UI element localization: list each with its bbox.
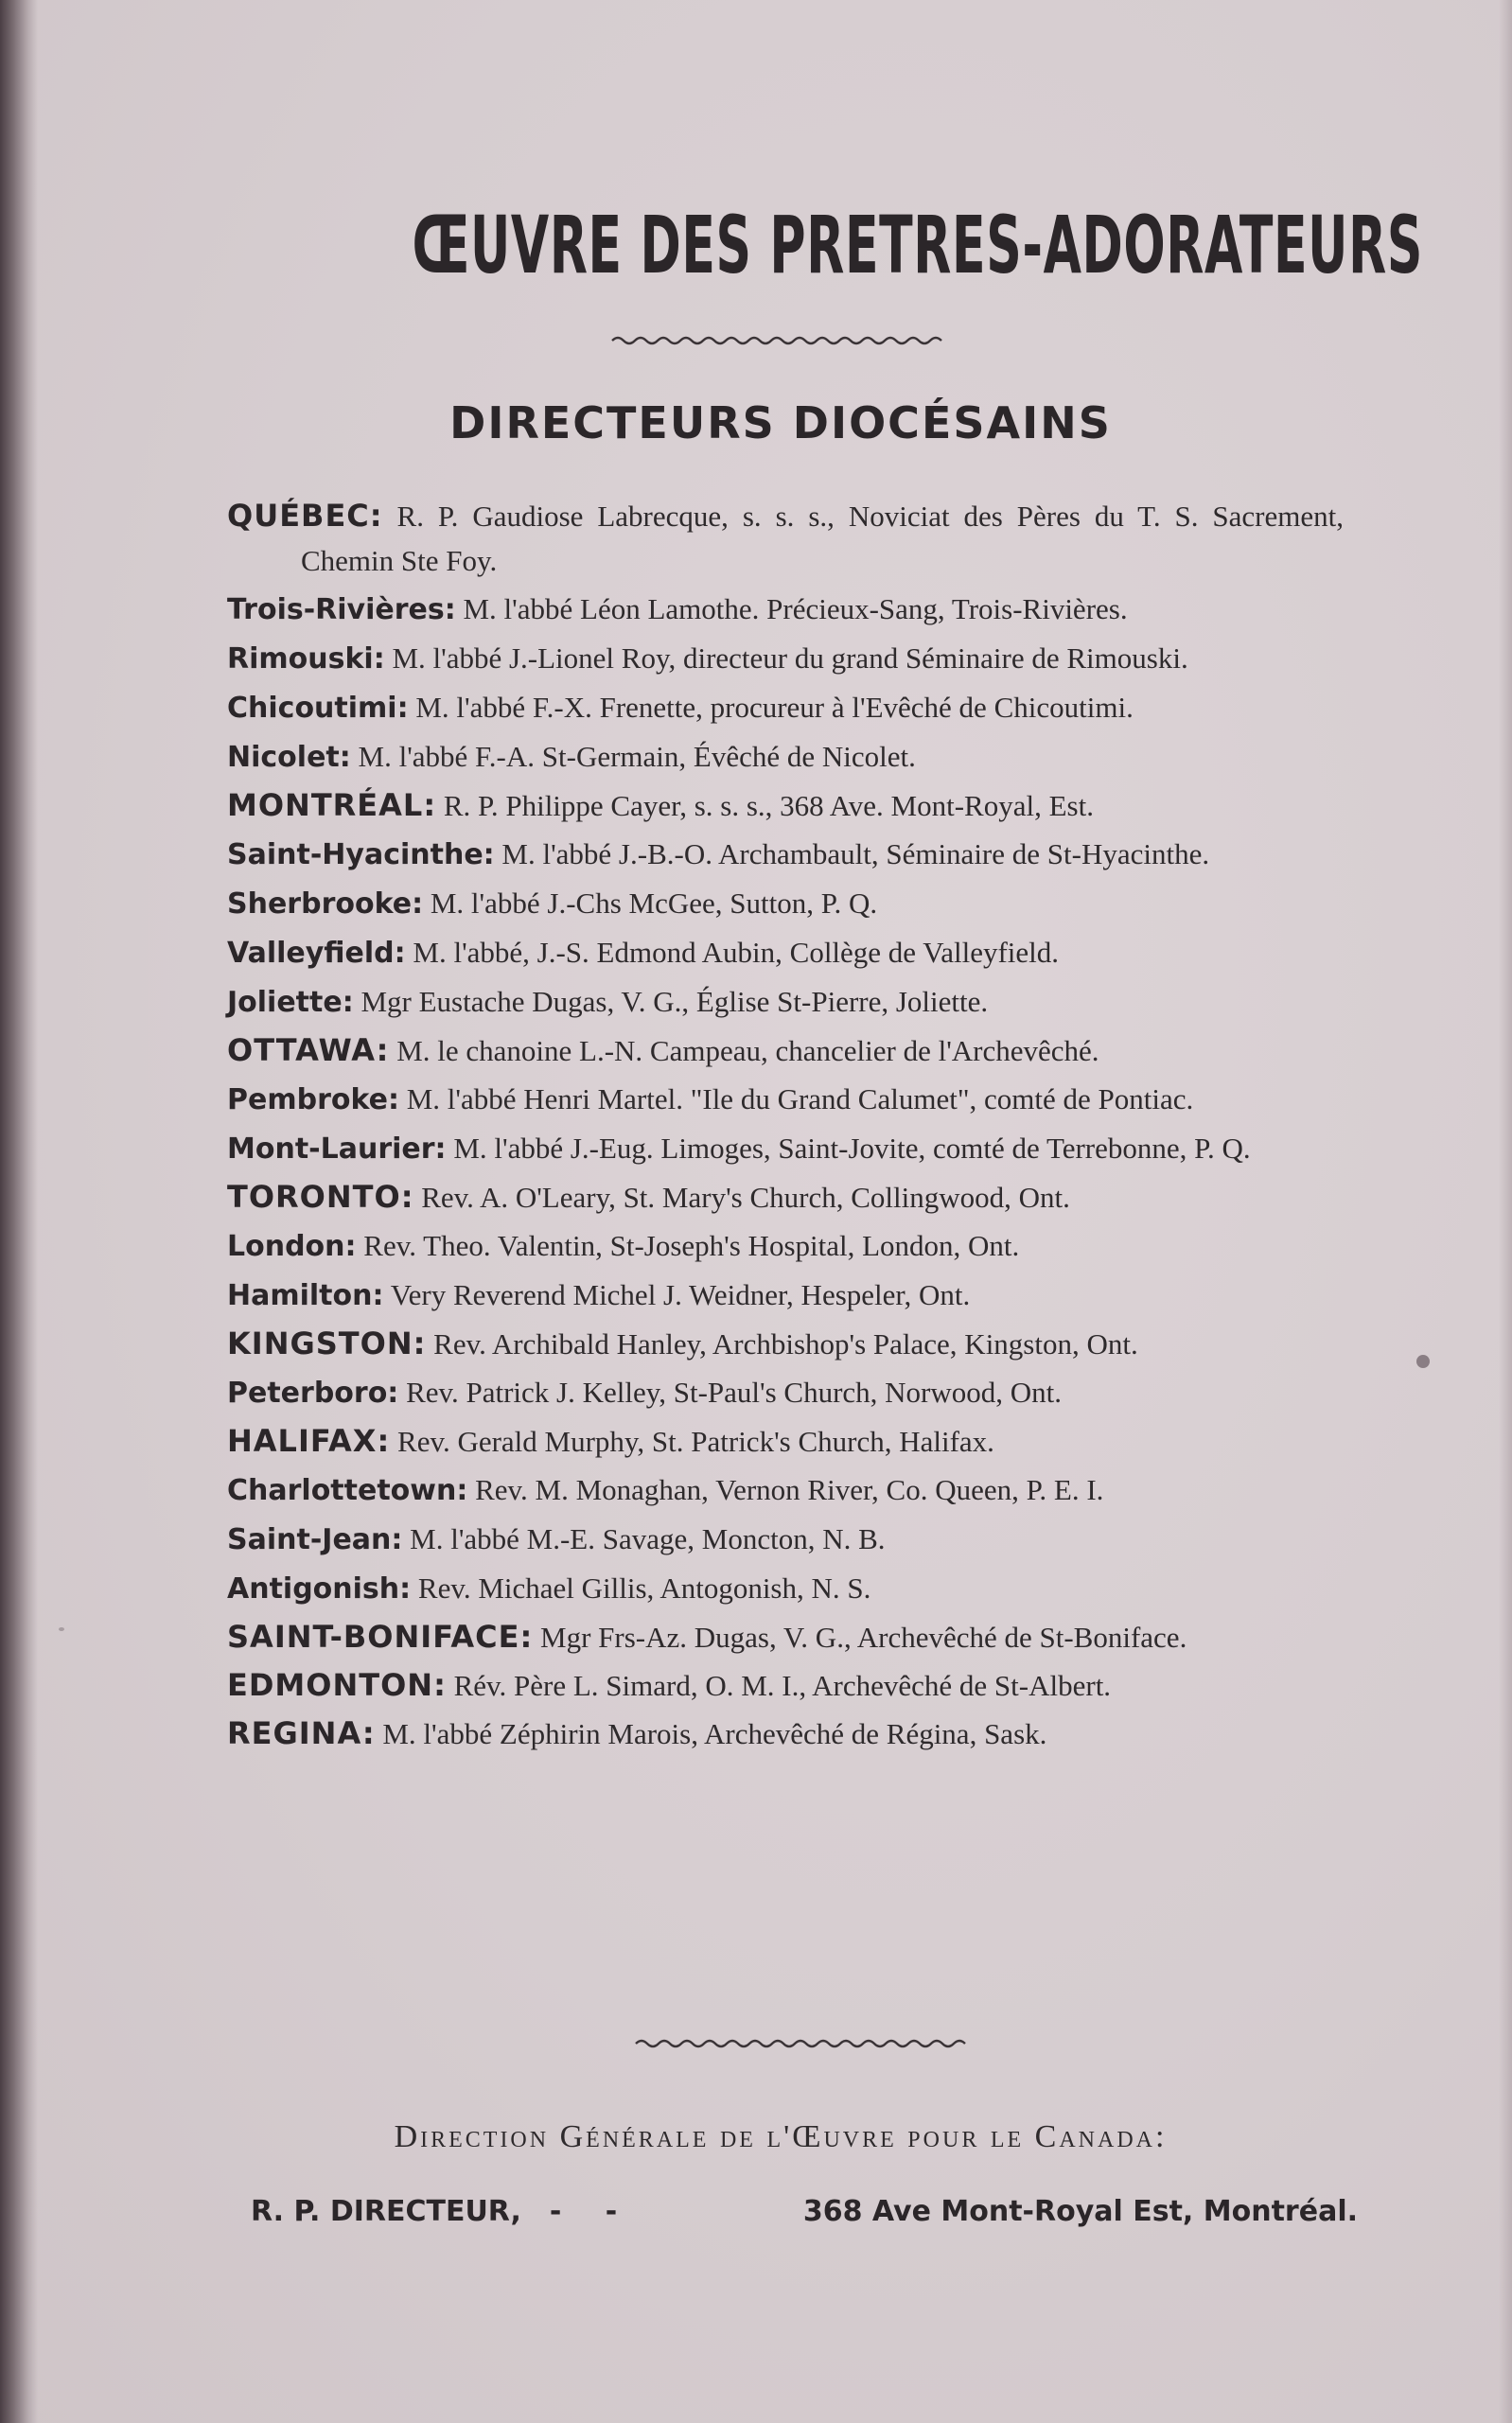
director-details: R. P. Philippe Cayer, s. s. s., 368 Ave. Mont-Royal, Est.	[443, 789, 1094, 822]
diocese-entry	[227, 734, 1344, 780]
book-spine-shadow	[0, 0, 38, 2423]
general-direction-heading: Direction Générale de l'Œuvre pour le Canada:	[394, 2119, 1168, 2154]
page-title: ŒUVRE DES PRETRES-ADORATEURS	[412, 199, 1423, 291]
diocese-entry	[227, 1615, 1344, 1659]
diocese-name: SAINT-BONIFACE:	[227, 1619, 534, 1655]
diocese-name: Charlottetown:	[227, 1474, 468, 1507]
paper-speck	[1416, 1355, 1430, 1368]
director-details: M. l'abbé, J.-S. Edmond Aubin, Collège de Valleyfield.	[413, 936, 1060, 969]
diocese-name: London:	[227, 1230, 357, 1263]
director-details: R. P. Gaudiose Labrecque, s. s. s., Noviciat des Pères du T. S. Sacrement, Chemin Ste Foy.	[301, 500, 1344, 577]
diocese-entry	[227, 1175, 1344, 1220]
bottom-ornament-divider	[634, 2034, 975, 2053]
diocese-name: Saint-Hyacinthe:	[227, 838, 495, 871]
directors-list	[227, 494, 1344, 1760]
diocese-name: REGINA:	[227, 1715, 376, 1751]
director-details: Very Reverend Michel J. Weidner, Hespeler, Ont.	[390, 1278, 971, 1311]
director-details: M. l'abbé M.-E. Savage, Moncton, N. B.	[410, 1522, 886, 1555]
diocese-name: OTTAWA:	[227, 1032, 390, 1068]
diocese-entry	[227, 1223, 1344, 1269]
director-details: M. l'abbé Zéphirin Marois, Archevêché de Régina, Sask.	[382, 1717, 1047, 1750]
diocese-name: Valleyfield:	[227, 937, 406, 970]
diocese-entry	[227, 587, 1344, 632]
diocese-name: EDMONTON:	[227, 1667, 447, 1703]
diocese-entry	[227, 1273, 1344, 1318]
director-details: Mgr Frs-Az. Dugas, V. G., Archevêché de St-Boniface.	[540, 1621, 1187, 1654]
director-details: Rev. Archibald Hanley, Archbishop's Palace, Kingston, Ont.	[433, 1327, 1138, 1361]
director-details: Rev. Theo. Valentin, St-Joseph's Hospital, London, Ont.	[363, 1229, 1020, 1262]
diocese-name: HALIFAX:	[227, 1423, 391, 1459]
diocese-entry	[227, 1077, 1344, 1122]
director-details: Rev. Michael Gillis, Antogonish, N. S.	[417, 1571, 871, 1605]
director-details: M. le chanoine L.-N. Campeau, chancelier de l'Archevêché.	[396, 1034, 1099, 1067]
director-details: M. l'abbé J.-Lionel Roy, directeur du grand Séminaire de Rimouski.	[392, 641, 1188, 675]
diocese-name: QUÉBEC:	[227, 498, 383, 534]
diocese-entry	[227, 979, 1344, 1025]
director-address: 368 Ave Mont-Royal Est, Montréal.	[802, 2195, 1358, 2228]
director-title: R. P. DIRECTEUR,	[251, 2195, 521, 2228]
diocese-name: Rimouski:	[227, 642, 385, 676]
director-details: Rev. M. Monaghan, Vernon River, Co. Queen, P. E. I.	[475, 1473, 1104, 1506]
paper-speck	[59, 1627, 64, 1631]
diocese-entry	[227, 1517, 1344, 1562]
diocese-entry	[227, 1467, 1344, 1513]
diocese-name: Antigonish:	[227, 1572, 412, 1606]
director-details: M. l'abbé Léon Lamothe. Précieux-Sang, Trois-Rivières.	[463, 592, 1128, 625]
diocese-entry	[227, 1712, 1344, 1756]
section-subtitle: DIRECTEURS DIOCÉSAINS	[449, 397, 1112, 448]
director-details: Rev. Gerald Murphy, St. Patrick's Church, Halifax.	[397, 1425, 994, 1458]
general-director-line	[251, 2195, 1358, 2228]
diocese-entry	[227, 636, 1344, 681]
diocese-name: Peterboro:	[227, 1377, 399, 1410]
diocese-entry	[227, 1322, 1344, 1366]
director-details: Rev. A. O'Leary, St. Mary's Church, Collingwood, Ont.	[421, 1181, 1070, 1214]
director-details: M. l'abbé Henri Martel. "Ile du Grand Calumet", comté de Pontiac.	[406, 1082, 1194, 1115]
diocese-name: Nicolet:	[227, 741, 351, 774]
diocese-name: Mont-Laurier:	[227, 1132, 447, 1166]
diocese-name: Saint-Jean:	[227, 1523, 403, 1556]
diocese-name: KINGSTON:	[227, 1326, 427, 1361]
diocese-name: Trois-Rivières:	[227, 593, 456, 626]
diocese-entry	[227, 1663, 1344, 1708]
director-details: M. l'abbé F.-X. Frenette, procureur à l'Evêché de Chicoutimi.	[415, 691, 1134, 724]
director-details: Rév. Père L. Simard, O. M. I., Archevêché de St-Albert.	[453, 1669, 1112, 1702]
director-details: M. l'abbé J.-Eug. Limoges, Saint-Jovite, comté de Terrebonne, P. Q.	[453, 1132, 1251, 1165]
diocese-name: TORONTO:	[227, 1179, 414, 1215]
director-details: Rev. Patrick J. Kelley, St-Paul's Church, Norwood, Ont.	[406, 1376, 1063, 1409]
diocese-name: MONTRÉAL:	[227, 787, 437, 823]
top-ornament-divider	[610, 331, 951, 350]
diocese-entry	[227, 1126, 1344, 1171]
diocese-entry	[227, 685, 1344, 730]
diocese-entry	[227, 494, 1344, 583]
director-dashes: - -	[549, 2195, 635, 2228]
diocese-name: Pembroke:	[227, 1083, 399, 1116]
diocese-entry	[227, 832, 1344, 877]
diocese-name: Hamilton:	[227, 1279, 384, 1312]
director-details: M. l'abbé F.-A. St-Germain, Évêché de Nicolet.	[358, 740, 916, 773]
diocese-entry	[227, 881, 1344, 926]
diocese-name: Chicoutimi:	[227, 692, 409, 725]
director-details: Mgr Eustache Dugas, V. G., Église St-Pierre, Joliette.	[360, 985, 989, 1018]
diocese-entry	[227, 930, 1344, 975]
diocese-entry	[227, 1566, 1344, 1611]
director-details: M. l'abbé J.-Chs McGee, Sutton, P. Q.	[430, 887, 878, 920]
diocese-name: Sherbrooke:	[227, 887, 424, 921]
diocese-name: Joliette:	[227, 986, 354, 1019]
diocese-entry	[227, 1419, 1344, 1464]
director-details: M. l'abbé J.-B.-O. Archambault, Séminaire de St-Hyacinthe.	[501, 837, 1210, 870]
page-edge-shadow	[1499, 0, 1512, 2423]
diocese-entry	[227, 1028, 1344, 1073]
diocese-entry	[227, 1370, 1344, 1415]
diocese-entry	[227, 783, 1344, 828]
